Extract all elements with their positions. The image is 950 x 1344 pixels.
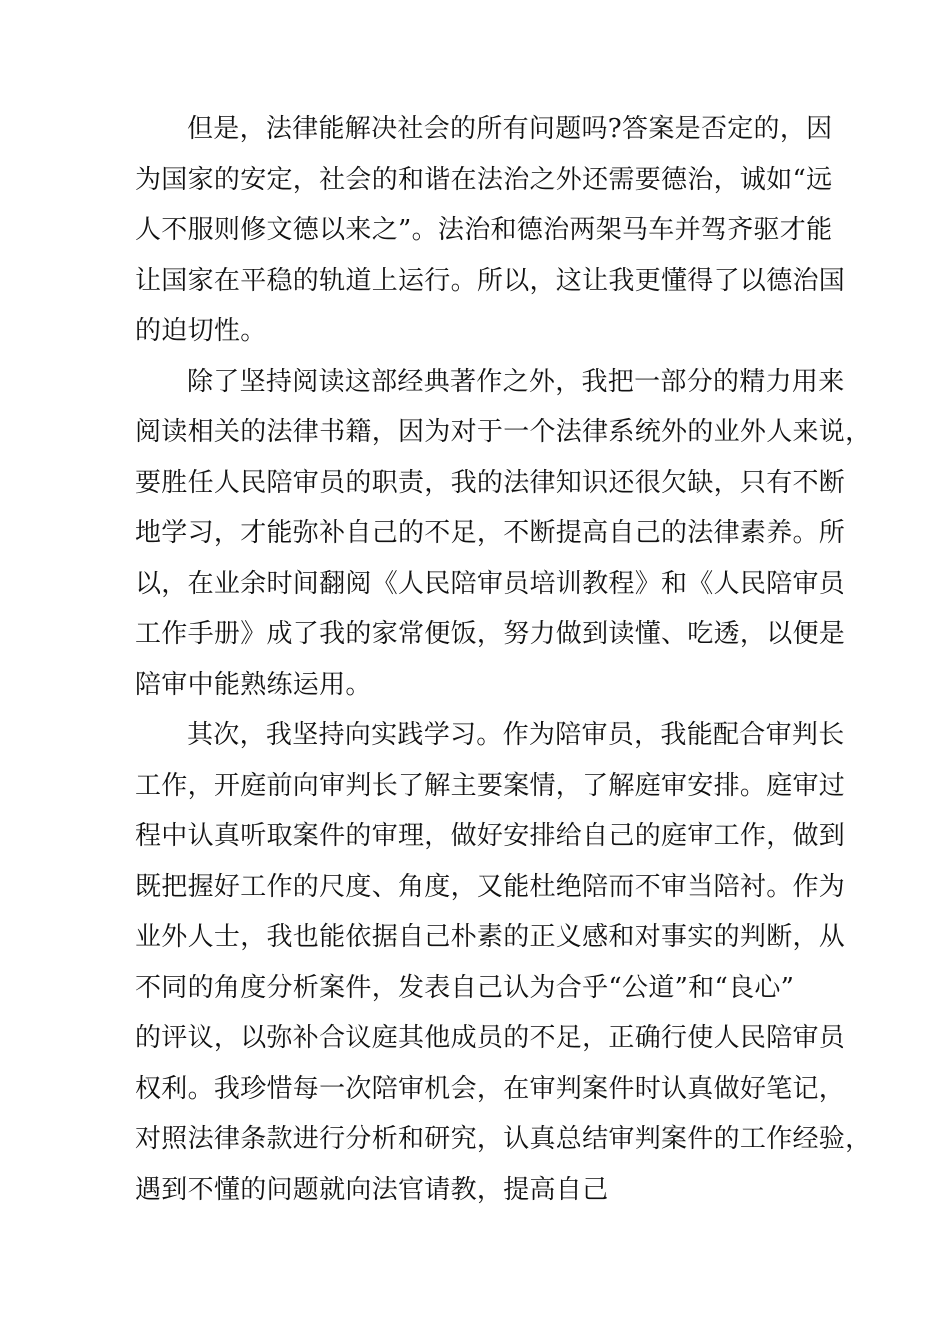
text-line: 除了坚持阅读这部经典著作之外，我把一部分的精力用来 [187, 366, 845, 397]
text-line: 权利。我珍惜每一次陪审机会，在审判案件时认真做好笔记， [135, 1073, 846, 1104]
text-line: 阅读相关的法律书籍，因为对于一个法律系统外的业外人来说， [135, 417, 872, 447]
text-line: 陪审中能熟练运用。 [135, 669, 372, 700]
document-body [135, 104, 872, 1215]
paragraph-1 [135, 104, 846, 357]
text-line: 的迫切性。 [135, 316, 267, 346]
text-line: 工作手册》成了我的家常便饭，努力做到读懂、吃透，以便是 [135, 619, 846, 649]
text-line: 遇到不懂的问题就向法官请教，提高自己 [135, 1174, 609, 1205]
text-line: 对照法律条款进行分析和研究，认真总结审判案件的工作经验， [135, 1124, 872, 1154]
text-line: 不同的角度分析案件，发表自己认为合乎“公道”和“良心” [135, 972, 795, 1003]
text-line: 人不服则修文德以来之”。法治和德治两架马车并驾齐驱才能 [135, 215, 833, 245]
text-line: 以，在业余时间翻阅《人民陪审员培训教程》和《人民陪审员 [135, 568, 846, 599]
text-line: 地学习，才能弥补自己的不足，不断提高自己的法律素养。所 [135, 518, 846, 548]
text-line: 为国家的安定，社会的和谐在法治之外还需要德治，诚如“远 [135, 164, 833, 195]
paragraph-3 [135, 710, 872, 1215]
paragraph-2 [135, 357, 872, 711]
text-line: 的评议，以弥补合议庭其他成员的不足，正确行使人民陪审员 [135, 1023, 846, 1053]
text-line: 程中认真听取案件的审理，做好安排给自己的庭审工作，做到 [135, 821, 846, 851]
text-line: 但是，法律能解决社会的所有问题吗?答案是否定的，因 [187, 114, 833, 144]
text-line: 工作，开庭前向审判长了解主要案情，了解庭审安排。庭审过 [135, 770, 846, 801]
text-line: 既把握好工作的尺度、角度，又能杜绝陪而不审当陪衬。作为 [135, 871, 846, 902]
text-line: 其次，我坚持向实践学习。作为陪审员，我能配合审判长 [187, 720, 845, 750]
text-line: 要胜任人民陪审员的职责，我的法律知识还很欠缺，只有不断 [135, 467, 846, 498]
text-line: 让国家在平稳的轨道上运行。所以，这让我更懂得了以德治国 [135, 265, 846, 296]
text-line: 业外人士，我也能依据自己朴素的正义感和对事实的判断，从 [135, 922, 846, 952]
